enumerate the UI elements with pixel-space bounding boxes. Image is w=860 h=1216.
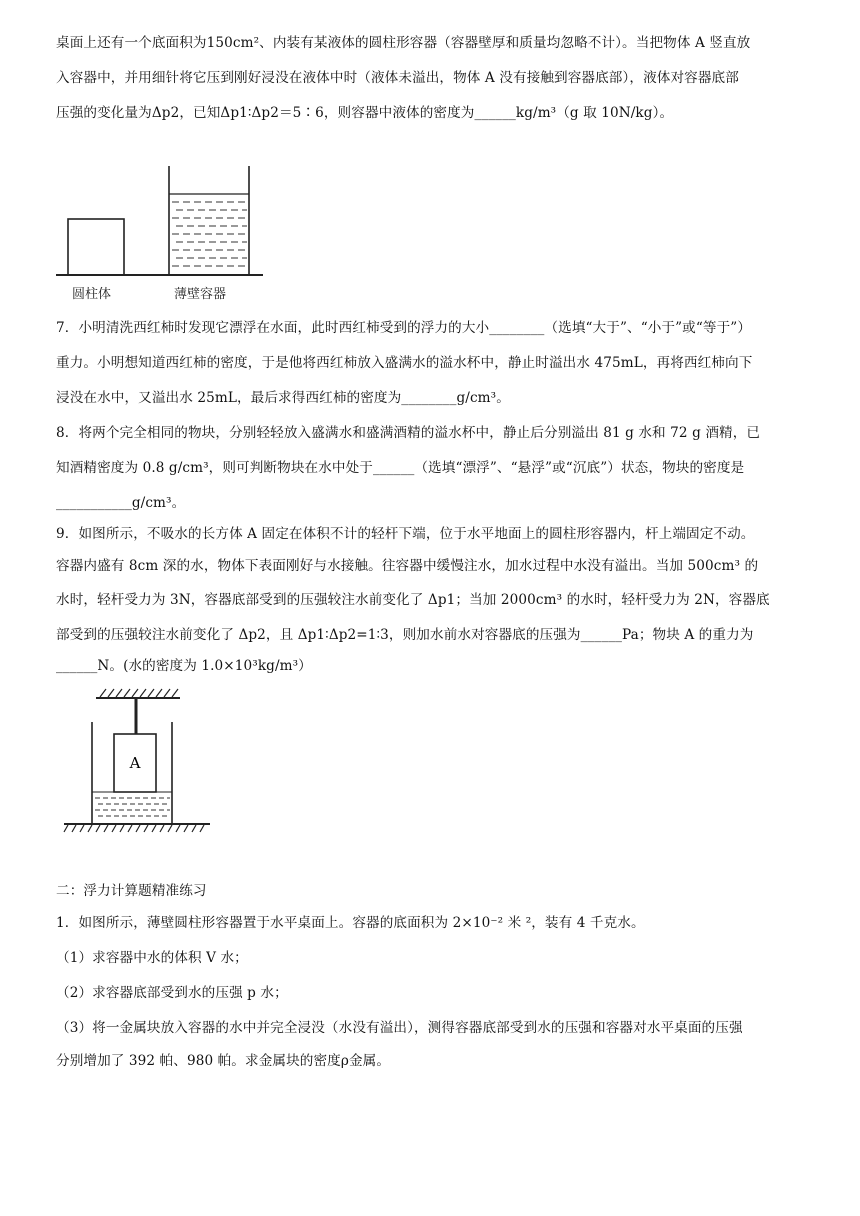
figure-label-cylinder: 圆柱体 [72,287,112,302]
text-line: 分别增加了 392 帕、980 帕。求金属块的密度ρ金属。 [56,1053,391,1069]
ground-hatch [64,825,204,832]
section-heading: 二：浮力计算题精准练习 [56,883,207,899]
text-line: ___________g/cm³。 [56,495,186,511]
water-hatch [95,798,170,816]
question-7-line: 7．小明清洗西红柿时发现它漂浮在水面，此时西红柿受到的浮力的大小________（选填“大于”、“小于”或“等于”） [56,320,752,336]
text-line: 压强的变化量为Δp2，已知Δp1∶Δp2＝5∶6，则容器中液体的密度为______kg/m³（g 取 10N/kg）。 [56,105,674,121]
text-line: 知酒精密度为 0.8 g/cm³，则可判断物块在水中处于______（选填“漂浮”、“悬浮”或“沉底”）状态，物块的密度是 [56,460,745,476]
ceiling-hatch [100,689,178,697]
text-line: 水时，轻杆受力为 3N，容器底部受到的压强较注水前变化了 Δp1；当加 2000cm³ 的水时，轻杆受力为 2N，容器底 [56,592,770,608]
text-line: 部受到的压强较注水前变化了 Δp2，且 Δp1∶Δp2=1∶3，则加水前水对容器底的压强为______Pa；物块 A 的重力为 [56,627,754,643]
text-line: ______N。(水的密度为 1.0×10³kg/m³） [56,658,312,674]
text-line: 入容器中，并用细针将它压到刚好浸没在液体中时（液体未溢出，物体 A 没有接触到容器底部），液体对容器底部 [56,70,739,86]
subquestion-1: （1）求容器中水的体积 V 水； [56,950,248,966]
figure-cylinder-and-container [52,162,267,307]
figure-block-on-rod [60,686,220,836]
question-9-line: 9．如图所示，不吸水的长方体 A 固定在体积不计的轻杆下端，位于水平地面上的圆柱形容器内，杆上端固定不动。 [56,526,755,542]
question-8-line: 8．将两个完全相同的物块，分别轻轻放入盛满水和盛满酒精的溢水杯中，静止后分别溢出 81 g 水和 72 g 酒精，已 [56,425,761,441]
figure-label-container: 薄壁容器 [174,287,227,302]
subquestion-2: （2）求容器底部受到水的压强 p 水； [56,985,288,1001]
block-a-label: A [129,754,141,772]
subquestion-3: （3）将一金属块放入容器的水中并完全浸没（水没有溢出），测得容器底部受到水的压强和容器对水平桌面的压强 [56,1020,743,1036]
text-line: 桌面上还有一个底面积为150cm²、内装有某液体的圆柱形容器（容器壁厚和质量均忽略不计）。当把物体 A 竖直放 [56,35,751,51]
text-line: 重力。小明想知道西红柿的密度，于是他将西红柿放入盛满水的溢水杯中，静止时溢出水 475mL，再将西红柿向下 [56,355,753,371]
cylinder-shape [68,219,124,275]
text-line: 容器内盛有 8cm 深的水，物体下表面刚好与水接触。往容器中缓慢注水，加水过程中水没有溢出。当加 500cm³ 的 [56,558,759,574]
problem-1-line: 1．如图所示，薄壁圆柱形容器置于水平桌面上。容器的底面积为 2×10⁻² 米 ²，装有 4 千克水。 [56,915,645,931]
text-line: 浸没在水中，又溢出水 25mL，最后求得西红柿的密度为________g/cm³。 [56,390,510,406]
liquid-hatch [172,202,247,266]
